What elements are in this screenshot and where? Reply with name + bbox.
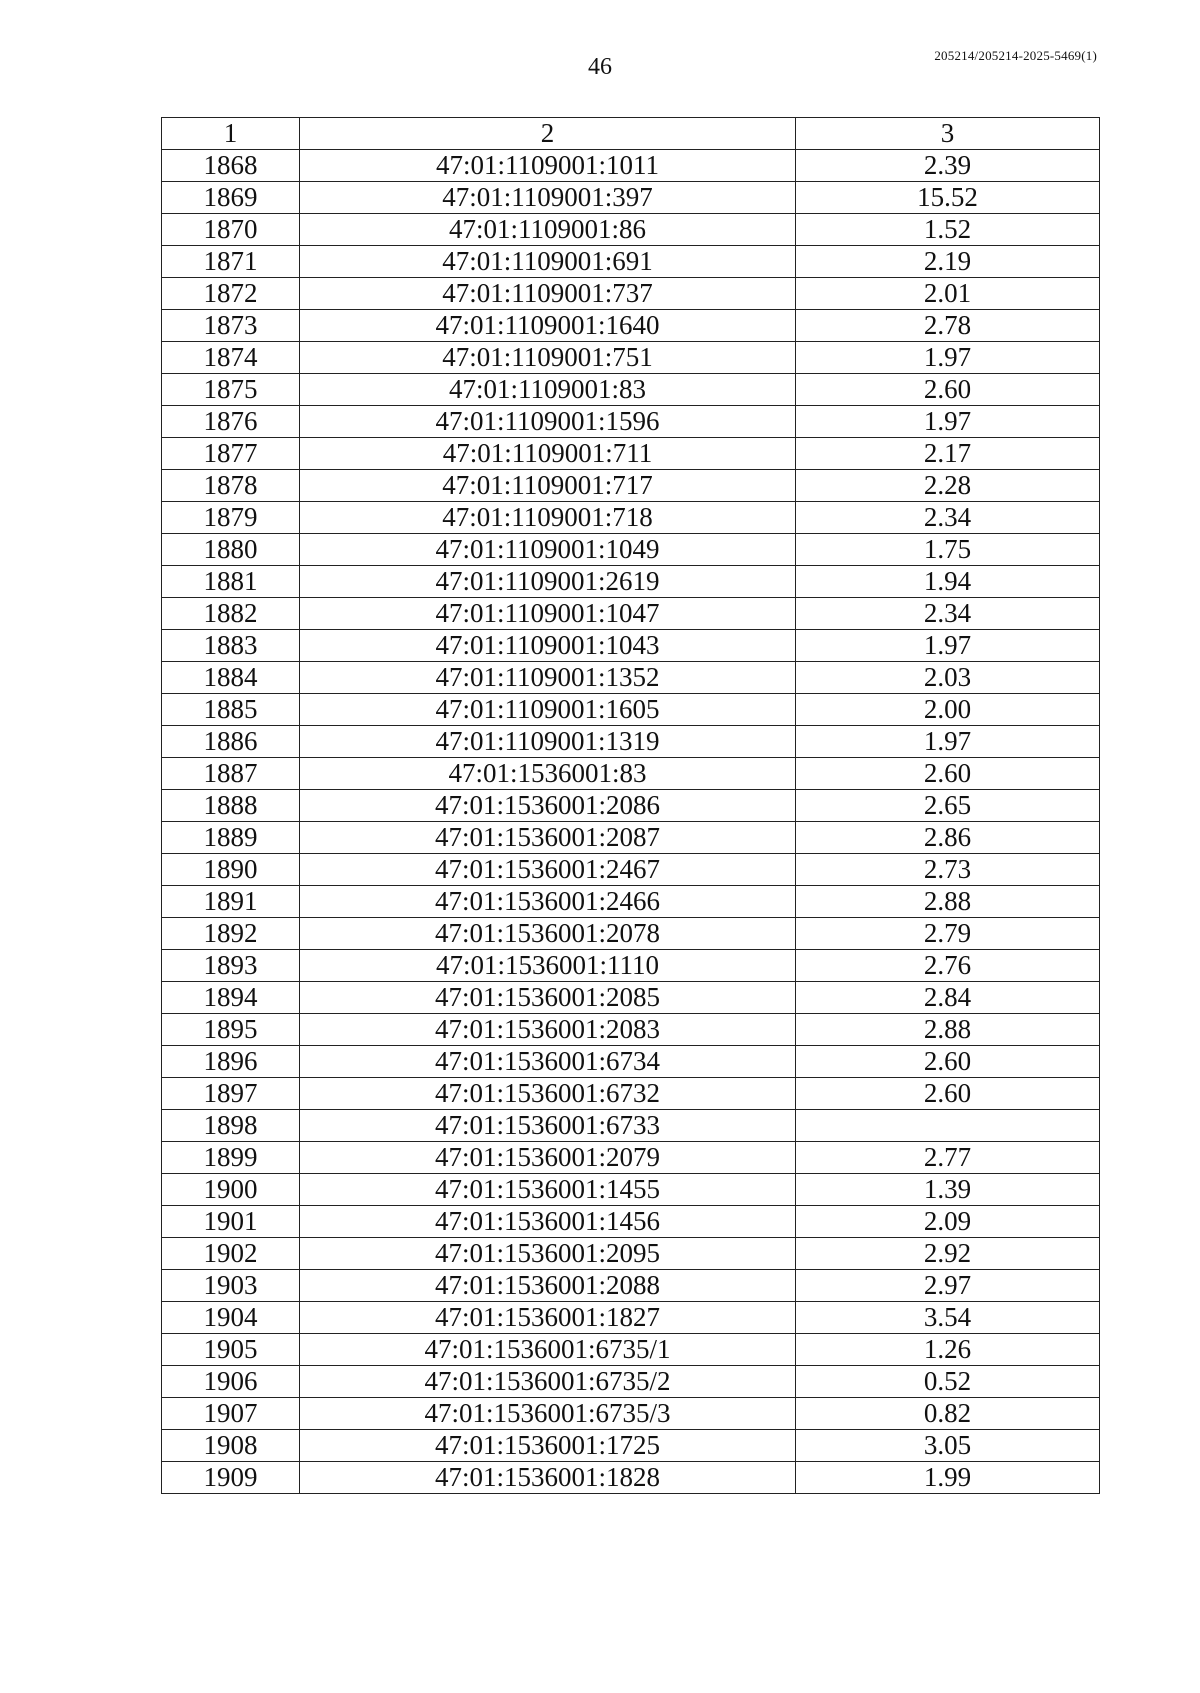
row-number-cell: 1897 — [162, 1078, 300, 1110]
row-number-cell: 1883 — [162, 630, 300, 662]
table-row — [162, 1206, 1100, 1238]
cadastral-number-cell: 47:01:1536001:1827 — [300, 1302, 796, 1334]
table-row — [162, 374, 1100, 406]
cadastral-number-cell: 47:01:1536001:2088 — [300, 1270, 796, 1302]
table-row — [162, 822, 1100, 854]
cadastral-number-cell: 47:01:1536001:2087 — [300, 822, 796, 854]
row-number-cell: 1899 — [162, 1142, 300, 1174]
value-cell: 2.77 — [796, 1142, 1100, 1174]
value-cell: 1.97 — [796, 406, 1100, 438]
table-row — [162, 758, 1100, 790]
table-row — [162, 886, 1100, 918]
cadastral-number-cell: 47:01:1536001:6732 — [300, 1078, 796, 1110]
cadastral-number-cell: 47:01:1536001:2095 — [300, 1238, 796, 1270]
row-number-cell: 1882 — [162, 598, 300, 630]
table-row — [162, 150, 1100, 182]
row-number-cell: 1877 — [162, 438, 300, 470]
row-number-cell: 1893 — [162, 950, 300, 982]
table-row — [162, 1430, 1100, 1462]
row-number-cell: 1872 — [162, 278, 300, 310]
row-number-cell: 1880 — [162, 534, 300, 566]
table-row — [162, 470, 1100, 502]
value-cell: 1.97 — [796, 342, 1100, 374]
cadastral-number-cell: 47:01:1536001:6735/2 — [300, 1366, 796, 1398]
table-row — [162, 342, 1100, 374]
row-number-cell: 1909 — [162, 1462, 300, 1494]
table-row — [162, 854, 1100, 886]
table-row — [162, 1366, 1100, 1398]
value-cell: 2.28 — [796, 470, 1100, 502]
cadastral-number-cell: 47:01:1536001:1455 — [300, 1174, 796, 1206]
cadastral-number-cell: 47:01:1536001:83 — [300, 758, 796, 790]
cadastral-number-cell: 47:01:1109001:1011 — [300, 150, 796, 182]
value-cell: 0.52 — [796, 1366, 1100, 1398]
value-cell: 2.09 — [796, 1206, 1100, 1238]
row-number-cell: 1870 — [162, 214, 300, 246]
value-cell: 1.39 — [796, 1174, 1100, 1206]
cadastral-number-cell: 47:01:1536001:2079 — [300, 1142, 796, 1174]
table-row — [162, 950, 1100, 982]
value-cell: 2.65 — [796, 790, 1100, 822]
row-number-cell: 1878 — [162, 470, 300, 502]
value-cell: 2.78 — [796, 310, 1100, 342]
cadastral-number-cell: 47:01:1109001:1352 — [300, 662, 796, 694]
cadastral-number-cell: 47:01:1536001:1110 — [300, 950, 796, 982]
value-cell: 2.60 — [796, 374, 1100, 406]
row-number-cell: 1873 — [162, 310, 300, 342]
table-row — [162, 1398, 1100, 1430]
cadastral-number-cell: 47:01:1536001:2467 — [300, 854, 796, 886]
cadastral-number-cell: 47:01:1109001:717 — [300, 470, 796, 502]
value-cell: 2.60 — [796, 758, 1100, 790]
table-row — [162, 1110, 1100, 1142]
cadastral-number-cell: 47:01:1109001:1043 — [300, 630, 796, 662]
row-number-cell: 1875 — [162, 374, 300, 406]
cadastral-number-cell: 47:01:1109001:86 — [300, 214, 796, 246]
row-number-cell: 1885 — [162, 694, 300, 726]
value-cell — [796, 1110, 1100, 1142]
table-row — [162, 246, 1100, 278]
cadastral-number-cell: 47:01:1109001:1640 — [300, 310, 796, 342]
table-row — [162, 598, 1100, 630]
table-header-row — [162, 118, 1100, 150]
table-row — [162, 1238, 1100, 1270]
cadastral-number-cell: 47:01:1536001:6733 — [300, 1110, 796, 1142]
row-number-cell: 1874 — [162, 342, 300, 374]
cadastral-number-cell: 47:01:1109001:397 — [300, 182, 796, 214]
row-number-cell: 1869 — [162, 182, 300, 214]
document-id: 205214/205214-2025-5469(1) — [934, 48, 1097, 63]
table-row — [162, 502, 1100, 534]
table-row — [162, 726, 1100, 758]
page-number: 46 — [588, 54, 612, 80]
value-cell: 1.26 — [796, 1334, 1100, 1366]
cadastral-number-cell: 47:01:1536001:2086 — [300, 790, 796, 822]
value-cell: 2.88 — [796, 1014, 1100, 1046]
row-number-cell: 1876 — [162, 406, 300, 438]
cadastral-number-cell: 47:01:1536001:2083 — [300, 1014, 796, 1046]
cadastral-number-cell: 47:01:1109001:1319 — [300, 726, 796, 758]
cadastral-number-cell: 47:01:1536001:1828 — [300, 1462, 796, 1494]
table-row — [162, 694, 1100, 726]
cadastral-number-cell: 47:01:1536001:6734 — [300, 1046, 796, 1078]
table-row — [162, 406, 1100, 438]
row-number-cell: 1884 — [162, 662, 300, 694]
value-cell: 2.34 — [796, 598, 1100, 630]
table-row — [162, 1462, 1100, 1494]
value-cell: 2.73 — [796, 854, 1100, 886]
value-cell: 1.94 — [796, 566, 1100, 598]
cadastral-number-cell: 47:01:1536001:2085 — [300, 982, 796, 1014]
value-cell: 2.79 — [796, 918, 1100, 950]
row-number-cell: 1905 — [162, 1334, 300, 1366]
row-number-cell: 1898 — [162, 1110, 300, 1142]
row-number-cell: 1881 — [162, 566, 300, 598]
row-number-cell: 1871 — [162, 246, 300, 278]
table-row — [162, 918, 1100, 950]
value-cell: 2.17 — [796, 438, 1100, 470]
row-number-cell: 1908 — [162, 1430, 300, 1462]
value-cell: 2.01 — [796, 278, 1100, 310]
cadastral-number-cell: 47:01:1536001:1456 — [300, 1206, 796, 1238]
value-cell: 1.52 — [796, 214, 1100, 246]
table-row — [162, 310, 1100, 342]
cadastral-number-cell: 47:01:1109001:2619 — [300, 566, 796, 598]
row-number-cell: 1907 — [162, 1398, 300, 1430]
table-row — [162, 1046, 1100, 1078]
row-number-cell: 1903 — [162, 1270, 300, 1302]
column-header: 3 — [796, 118, 1100, 150]
value-cell: 2.03 — [796, 662, 1100, 694]
cadastral-number-cell: 47:01:1109001:1049 — [300, 534, 796, 566]
value-cell: 3.54 — [796, 1302, 1100, 1334]
table-row — [162, 534, 1100, 566]
value-cell: 0.82 — [796, 1398, 1100, 1430]
table-row — [162, 1302, 1100, 1334]
cadastral-number-cell: 47:01:1536001:6735/1 — [300, 1334, 796, 1366]
row-number-cell: 1892 — [162, 918, 300, 950]
cadastral-number-cell: 47:01:1109001:1047 — [300, 598, 796, 630]
value-cell: 2.88 — [796, 886, 1100, 918]
table-row — [162, 1014, 1100, 1046]
value-cell: 2.84 — [796, 982, 1100, 1014]
value-cell: 1.97 — [796, 726, 1100, 758]
cadastral-number-cell: 47:01:1109001:711 — [300, 438, 796, 470]
value-cell: 2.76 — [796, 950, 1100, 982]
row-number-cell: 1904 — [162, 1302, 300, 1334]
table-row — [162, 1078, 1100, 1110]
cadastral-number-cell: 47:01:1536001:6735/3 — [300, 1398, 796, 1430]
value-cell: 2.39 — [796, 150, 1100, 182]
value-cell: 2.86 — [796, 822, 1100, 854]
table-row — [162, 1270, 1100, 1302]
value-cell: 1.99 — [796, 1462, 1100, 1494]
row-number-cell: 1879 — [162, 502, 300, 534]
row-number-cell: 1895 — [162, 1014, 300, 1046]
value-cell: 1.97 — [796, 630, 1100, 662]
cadastral-number-cell: 47:01:1109001:737 — [300, 278, 796, 310]
row-number-cell: 1896 — [162, 1046, 300, 1078]
row-number-cell: 1888 — [162, 790, 300, 822]
row-number-cell: 1891 — [162, 886, 300, 918]
row-number-cell: 1900 — [162, 1174, 300, 1206]
row-number-cell: 1894 — [162, 982, 300, 1014]
row-number-cell: 1906 — [162, 1366, 300, 1398]
value-cell: 2.19 — [796, 246, 1100, 278]
table-row — [162, 278, 1100, 310]
row-number-cell: 1887 — [162, 758, 300, 790]
cadastral-number-cell: 47:01:1109001:718 — [300, 502, 796, 534]
row-number-cell: 1902 — [162, 1238, 300, 1270]
value-cell: 2.00 — [796, 694, 1100, 726]
column-header: 2 — [300, 118, 796, 150]
cadastral-number-cell: 47:01:1536001:2078 — [300, 918, 796, 950]
table-row — [162, 214, 1100, 246]
cadastral-number-cell: 47:01:1109001:83 — [300, 374, 796, 406]
table-row — [162, 182, 1100, 214]
value-cell: 2.60 — [796, 1046, 1100, 1078]
table-body — [162, 150, 1100, 1494]
table-row — [162, 438, 1100, 470]
row-number-cell: 1889 — [162, 822, 300, 854]
data-table — [161, 117, 1100, 1494]
value-cell: 15.52 — [796, 182, 1100, 214]
row-number-cell: 1868 — [162, 150, 300, 182]
value-cell: 2.60 — [796, 1078, 1100, 1110]
value-cell: 2.92 — [796, 1238, 1100, 1270]
table-row — [162, 1142, 1100, 1174]
value-cell: 1.75 — [796, 534, 1100, 566]
value-cell: 3.05 — [796, 1430, 1100, 1462]
cadastral-number-cell: 47:01:1109001:1605 — [300, 694, 796, 726]
cadastral-number-cell: 47:01:1109001:691 — [300, 246, 796, 278]
table-row — [162, 630, 1100, 662]
cadastral-number-cell: 47:01:1109001:751 — [300, 342, 796, 374]
table-row — [162, 790, 1100, 822]
cadastral-number-cell: 47:01:1109001:1596 — [300, 406, 796, 438]
value-cell: 2.97 — [796, 1270, 1100, 1302]
table-row — [162, 1334, 1100, 1366]
row-number-cell: 1901 — [162, 1206, 300, 1238]
table-row — [162, 662, 1100, 694]
table-row — [162, 1174, 1100, 1206]
column-header: 1 — [162, 118, 300, 150]
cadastral-number-cell: 47:01:1536001:2466 — [300, 886, 796, 918]
row-number-cell: 1886 — [162, 726, 300, 758]
table-row — [162, 982, 1100, 1014]
value-cell: 2.34 — [796, 502, 1100, 534]
row-number-cell: 1890 — [162, 854, 300, 886]
cadastral-number-cell: 47:01:1536001:1725 — [300, 1430, 796, 1462]
table-row — [162, 566, 1100, 598]
